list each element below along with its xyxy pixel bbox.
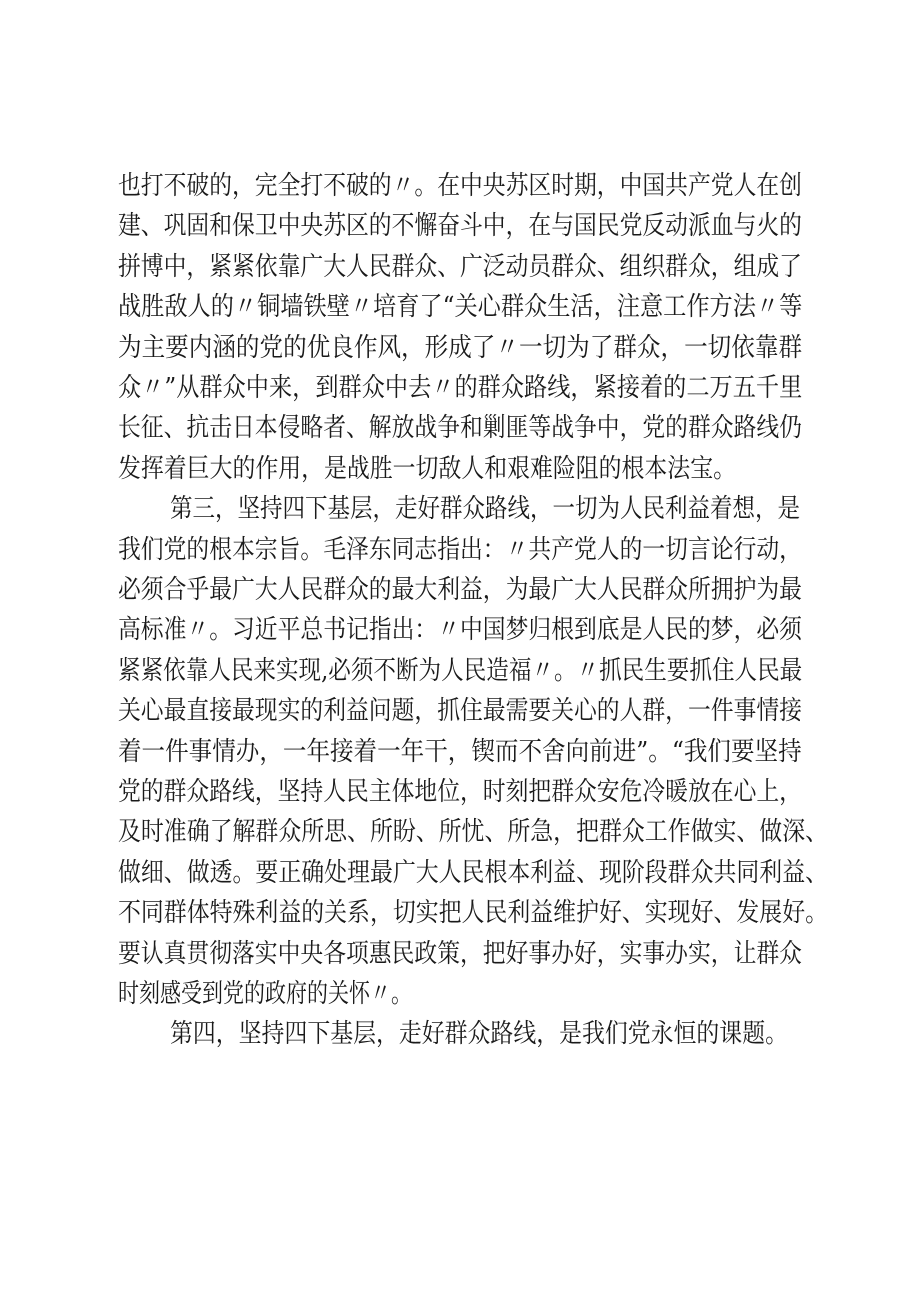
text-line: 党的群众路线，坚持人民主体地位，时刻把群众安危冷暖放在心上， [118,777,802,807]
text-line: 必须合乎最广大人民群众的最大利益，为最广大人民群众所拥护为最 [118,575,802,605]
text-line: 着一件事情办，一年接着一年干，锲而不舍向前进”。“我们要坚持 [118,737,802,767]
text-line: 也打不破的，完全打不破的〃。在中央苏区时期，中国共产党人在创 [118,171,802,201]
text-line: 我们党的根本宗旨。毛泽东同志指出：〃共产党人的一切言论行动， [118,535,802,565]
text-line: 及时准确了解群众所思、所盼、所忧、所急，把群众工作做实、做深、 [118,817,829,847]
text-line: 拼博中，紧紧依靠广大人民群众、广泛动员群众、组织群众，组成了 [118,252,802,282]
text-line: 要认真贯彻落实中央各项惠民政策，把好事办好，实事办实，让群众 [118,939,802,969]
text-line: 做细、做透。要正确处理最广大人民根本利益、现阶段群众共同利益、 [118,858,829,888]
text-line: 众〃”从群众中来，到群众中去〃的群众路线，紧接着的二万五千里 [118,373,803,403]
text-line: 建、巩固和保卫中央苏区的不懈奋斗中，在与国民党反动派血与火的 [118,211,802,241]
text-line: 不同群体特殊利益的关系，切实把人民利益维护好、实现好、发展好。 [118,898,829,928]
text-line: 长征、抗击日本侵略者、解放战争和剿匪等战争中，党的群众路线仍 [118,413,802,443]
paragraph-heading: 第四，坚持四下基层，走好群众路线，是我们党永恒的课题。 [170,1019,788,1049]
paragraph-heading: 第三，坚持四下基层，走好群众路线，一切为人民利益着想，是 [170,494,801,524]
text-line: 发挥着巨大的作用，是战胜一切敌人和艰难险阻的根本法宝。 [118,454,736,484]
text-line: 紧紧依靠人民来实现,必须不断为人民造福〃。〃抓民生要抓住人民最 [118,656,803,686]
text-line: 为主要内涵的党的优良作风，形成了〃一切为了群众，一切依靠群 [118,333,803,363]
text-line: 战胜敌人的〃铜墙铁壁〃培育了“关心群众生活，注意工作方法〃等 [118,292,803,322]
text-line: 关心最直接最现实的利益问题，抓住最需要关心的人群，一件事情接 [118,696,802,726]
text-line: 高标准〃。习近平总书记指出：〃中国梦归根到底是人民的梦，必须 [118,615,802,645]
text-line: 时刻感受到党的政府的关怀〃。 [118,979,413,1009]
